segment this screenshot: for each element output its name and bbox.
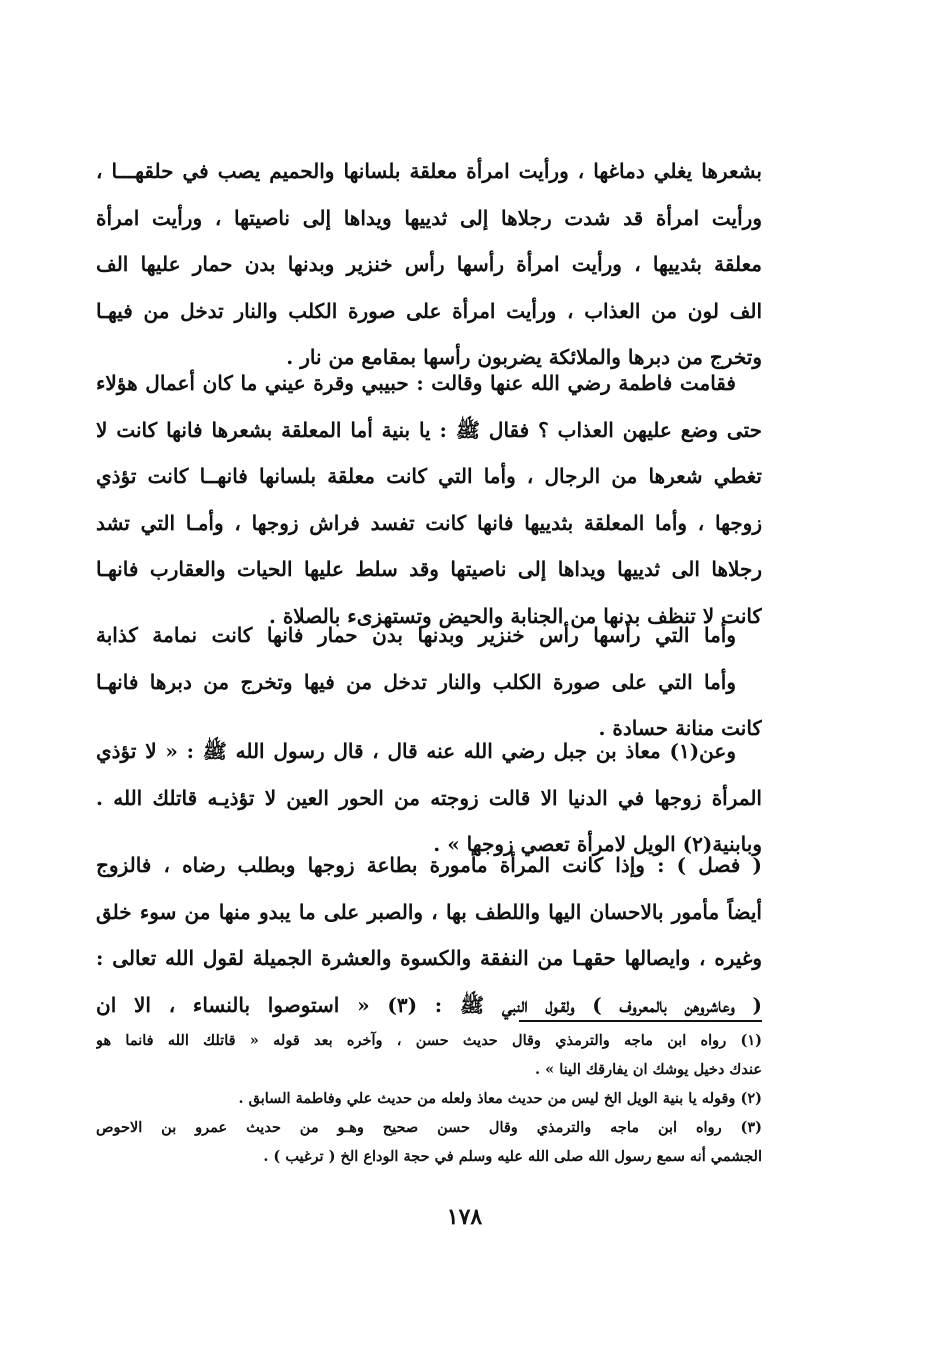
text-line: فقامت فاطمة رضي الله عنها وقالت : حبيبي وقرة عيني ما كان أعمال هؤلاء xyxy=(96,371,736,395)
footnote-line: (٢) وقوله يا بنية الويل الخ ليس من حديث معاذ ولعله من حديث علي وفاطمة السابق . xyxy=(238,1090,762,1107)
text-line: كانت لا تنظف بدنها من الجنابة والحيض وتستهزىء بالصلاة . xyxy=(268,603,762,628)
text-line: حتى وضع عليهن العذاب ؟ فقال ﷺ : يا بنية أما المعلقة بشعرها فانها كانت لا xyxy=(96,417,762,442)
text-line: وعن(١) معاذ بن جبل رضي الله عنه قال ، قال رسول الله ﷺ : « لا تؤذي xyxy=(96,739,736,763)
footnote-line: عندك دخيل يوشك ان يفارقك الينا » . xyxy=(535,1061,762,1078)
text-line: زوجها ، وأما المعلقة بثدييها فانها كانت تفسد فراش زوجها ، وأمـا التي تشد xyxy=(96,510,762,535)
paragraph-fatima-question xyxy=(96,360,762,639)
text-line: المرأة زوجها في الدنيا الا قالت زوجته من الحور العين لا تؤذيـه قاتلك الله . xyxy=(96,785,762,810)
text-line: وتخرج من دبرها والملائكة يضربون رأسها بمقامع من نار . xyxy=(286,345,762,369)
paragraph-hell-vision xyxy=(96,148,762,381)
text-line: كانت منانة حسادة . xyxy=(598,716,762,740)
text-line: الف لون من العذاب ، ورأيت امرأة على صورة الكلب والنار تدخل من فيهـا xyxy=(96,298,762,323)
text-line: وأما التي رأسها رأس خنزير وبدنها بدن حمار فانها كانت نمامة كذابة xyxy=(96,623,736,647)
page-number: ١٧٨ xyxy=(446,1204,483,1230)
text-line: أيضاً مأمور بالاحسان اليها واللطف بها ، والصبر على ما يبدو منها من سوء خلق xyxy=(96,899,762,924)
text-line: وغيره ، وايصالها حقهـا من النفقة والكسوة والعشرة الجميلة لقول الله تعالى : xyxy=(96,946,762,970)
text-line: ورأيت امرأة قد شدت رجلاها إلى ثدييها ويداها إلى ناصيتها ، ورأيت امرأة xyxy=(96,205,762,230)
text-line: وبابنية(٢) الويل لامرأة تعصي زوجها » . xyxy=(433,832,762,856)
footnote-divider xyxy=(519,1020,762,1022)
text-line: رجلاها الى ثدييها ويداها إلى ناصيتها وقد سلط عليها الحيات والعقارب فانهـا xyxy=(96,557,762,581)
footnote-line: (٣) رواه ابن ماجه والترمذي وقال حسن صحيح وهـو من حديث عمرو بن الاحوص xyxy=(96,1119,762,1136)
text-line: ( وعاشروهن بالمعروف ) ولقـول النبي ﷺ : (٣) « استوصوا بالنساء ، الا ان xyxy=(96,992,762,1017)
text-line: معلقة بثدييها ، ورأيت امرأة رأسها رأس خنزير وبدنها بدن حمار عليها الف xyxy=(96,252,762,276)
text-line: بشعرها يغلي دماغها ، ورأيت امرأة معلقة بلسانها والحميم يصب في حلقهـــا ، xyxy=(96,159,762,183)
footnote-line: (١) رواه ابن ماجه والترمذي وقال حديث حسن ، وآخره بعد قوله « قاتلك الله فانما هو xyxy=(96,1032,762,1049)
text-line: ( فصل ) : وإذا كانت المرأة مأمورة بطاعة زوجها وبطلب رضاه ، فالزوج xyxy=(96,853,762,877)
text-line: تغطي شعرها من الرجال ، وأما التي كانت معلقة بلسانها فانهــا كانت تؤذي xyxy=(96,464,762,488)
footnote-line: الجشمي أنه سمع رسول الله صلى الله عليه وسلم في حجة الوداع الخ ( ترغيب ) . xyxy=(263,1148,762,1165)
footnotes xyxy=(96,1026,762,1171)
text-line: وأما التي على صورة الكلب والنار تدخل من فيها وتخرج من دبرها فانهـا xyxy=(96,669,736,694)
paragraph-fasl-section xyxy=(96,842,762,1028)
